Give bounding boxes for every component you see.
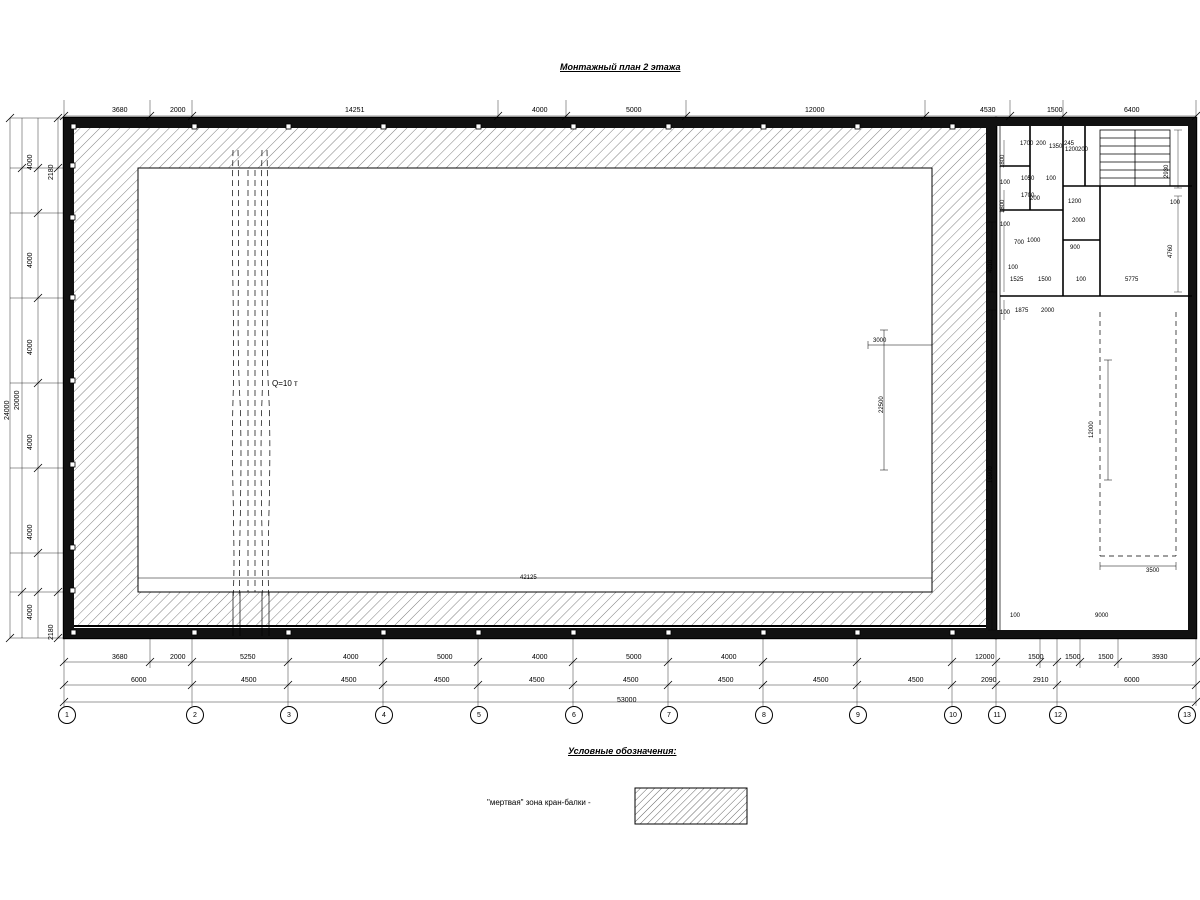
dimension-text: 4010 [988,259,994,273]
dimension-text: 20000 [14,390,21,410]
dimension-text: 1500 [1028,654,1044,661]
dimension-text: 22500 [879,396,885,413]
dimension-text: 1700 [1021,193,1035,199]
dimension-text: 4000 [343,654,359,661]
dimension-text: 900 [1070,245,1081,251]
legend-item-label: "мертвая" зона кран-балки - [487,798,591,807]
dimension-text: 4000 [27,252,34,268]
dimension-text: 4500 [529,677,545,684]
dimension-text: 1000 [1027,238,1041,244]
dimension-text: 4500 [908,677,924,684]
dimension-text: 12000 [805,107,825,114]
dimension-text: 1200 [1068,199,1082,205]
dimension-text: 1800 [1000,154,1006,168]
dimension-text: 2930 [1164,164,1170,178]
dimension-text: 5250 [240,654,256,661]
dimension-text: 200 [1030,196,1041,202]
dimension-text: 100 [1046,176,1057,182]
dimension-text: 1200 [1065,147,1079,153]
dimension-text: 100 [1000,180,1011,186]
dimension-text: 700 [1014,240,1025,246]
dimension-text: 4000 [27,154,34,170]
crane-capacity-label: Q=10 т [272,379,298,388]
dimension-text: 100 [1170,200,1181,206]
hall-inner-area [138,168,932,592]
axis-marker-5[interactable]: 5 [470,706,488,724]
dimension-text: 4500 [718,677,734,684]
dimension-text: 1700 [1020,141,1034,147]
dimension-text: 5775 [1125,277,1139,283]
dimension-text: 4500 [434,677,450,684]
dimension-text: 100 [1000,222,1011,228]
dimension-text: 2090 [981,677,997,684]
dimension-text: 4000 [27,604,34,620]
dimension-text: 1500 [1047,107,1063,114]
dimension-text: 2000 [170,654,186,661]
dimension-text: 4500 [241,677,257,684]
dimension-text: 2000 [1072,218,1086,224]
dimension-text: 4530 [980,107,996,114]
dimension-text: 5000 [626,107,642,114]
axis-marker-12[interactable]: 12 [1049,706,1067,724]
axis-marker-11[interactable]: 11 [988,706,1006,724]
dimension-text: 1525 [1010,277,1024,283]
dimension-text: 1050 [1021,176,1035,182]
dimension-text: 1500 [1098,654,1114,661]
dimension-text: 14251 [345,107,365,114]
dimension-text: 2000 [170,107,186,114]
axis-marker-8[interactable]: 8 [755,706,773,724]
axis-marker-9[interactable]: 9 [849,706,867,724]
dimension-text-total: 53000 [617,697,637,704]
dimension-text: 6000 [1124,677,1140,684]
dimension-text: 2910 [1033,677,1049,684]
dimension-text: 2000 [1041,308,1055,314]
dimension-text: 100 [1008,265,1019,271]
dimension-text: 4760 [1168,244,1174,258]
axis-marker-10[interactable]: 10 [944,706,962,724]
dimension-text: 16900 [988,466,994,483]
dimension-text: 1500 [1065,654,1081,661]
dimension-text: 3680 [112,107,128,114]
dimension-text: 12000 [1089,421,1095,438]
dimension-text: 6000 [131,677,147,684]
dimension-text: 3500 [1146,568,1160,574]
axis-marker-7[interactable]: 7 [660,706,678,724]
page-title: Монтажный план 2 этажа [560,62,681,72]
dimension-text: 3930 [1152,654,1168,661]
dimension-text: 100 [1010,613,1021,619]
dimension-text: 200 [1078,147,1089,153]
dimension-text: 2180 [48,164,55,180]
dimension-text: 200 [1036,141,1047,147]
dimension-text: 1350 [1049,144,1063,150]
dimension-text: 100 [1076,277,1087,283]
dimension-text: 3680 [112,654,128,661]
dimension-text: 1875 [1015,308,1029,314]
dimension-text: 12000 [975,654,995,661]
dimension-text: 245 [1064,141,1075,147]
legend-title: Условные обозначения: [568,746,677,756]
dimension-text: 4500 [813,677,829,684]
axis-marker-4[interactable]: 4 [375,706,393,724]
dimension-text: 4000 [721,654,737,661]
dimension-text: 1800 [1000,199,1006,213]
dimension-text: 4500 [341,677,357,684]
dimension-text: 5000 [437,654,453,661]
dimension-text: 42125 [520,575,537,581]
dimension-text: 6400 [1124,107,1140,114]
dimension-text: 4500 [623,677,639,684]
dimension-text: 1500 [1038,277,1052,283]
dimension-text: 24000 [4,400,11,420]
dimension-text: 2180 [48,624,55,640]
dimension-text: 100 [1000,310,1011,316]
axis-marker-3[interactable]: 3 [280,706,298,724]
dimension-text: 3000 [873,338,887,344]
dimension-text: 4000 [27,434,34,450]
dimension-text: 4000 [532,654,548,661]
dimension-text: 4000 [532,107,548,114]
dimension-text: 5000 [626,654,642,661]
axis-marker-2[interactable]: 2 [186,706,204,724]
axis-marker-1[interactable]: 1 [58,706,76,724]
axis-marker-13[interactable]: 13 [1178,706,1196,724]
dimension-text: 9000 [1095,613,1109,619]
axis-marker-6[interactable]: 6 [565,706,583,724]
dimension-text: 4000 [27,339,34,355]
dimension-text: 4000 [27,524,34,540]
